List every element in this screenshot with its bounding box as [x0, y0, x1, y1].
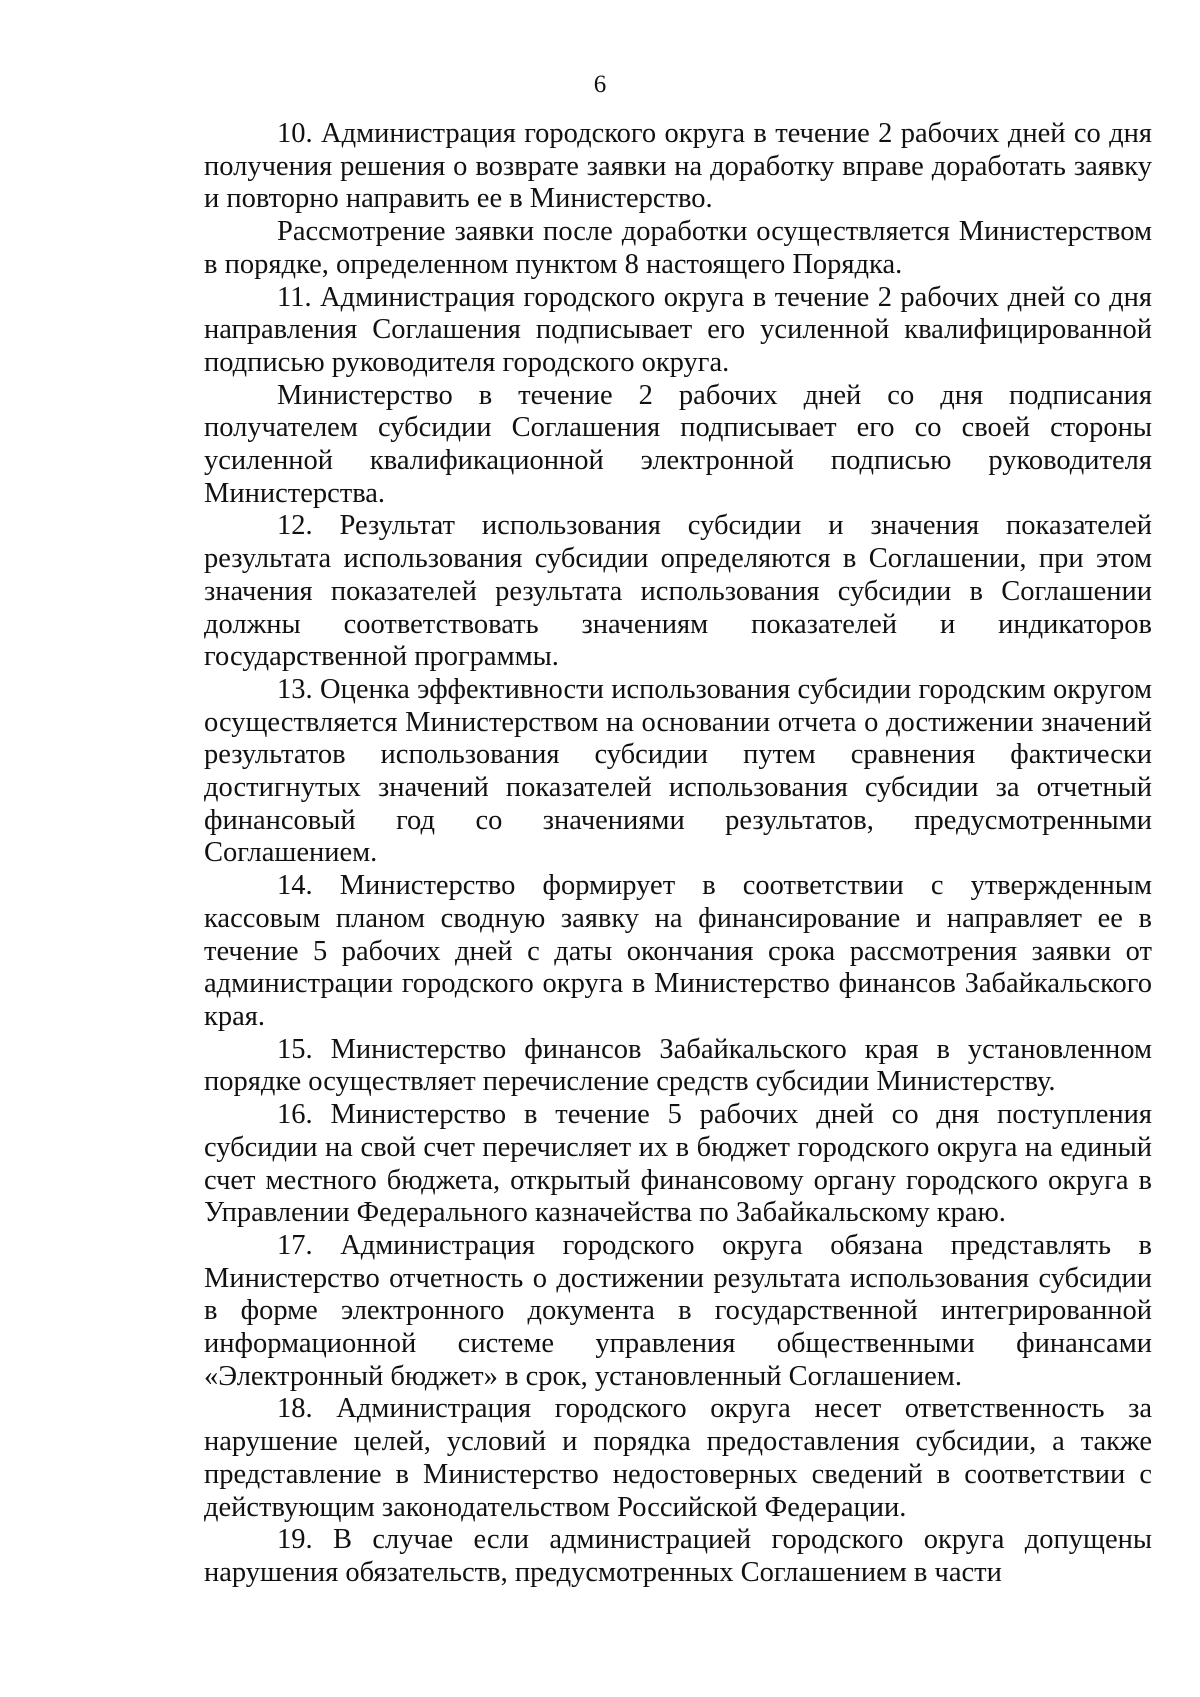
paragraph-11: 11. Администрация городского округа в течение 2 рабочих дней со дня направления Соглашения подписывает его усиленной квалифицированной подписью руководителя городского округа. — [204, 281, 1152, 378]
paragraph-18: 18. Администрация городского округа несет ответственность за нарушение целей, условий и порядка предоставления субсидии, а также представление в Министерство недостоверных сведений в соответствии с действующим законодательством Российской Федерации. — [204, 1393, 1152, 1523]
paragraph-17: 17. Администрация городского округа обязана представлять в Министерство отчетность о достижении результата использования субсидии в форме электронного документа в государственной интегрированной информационной системе управления общественными финансами «Электронный бюджет» в срок, установленный Соглашением. — [204, 1229, 1152, 1392]
paragraph-10: 10. Администрация городского округа в течение 2 рабочих дней со дня получения решения о возврате заявки на доработку вправе доработать заявку и повторно направить ее в Министерство. — [204, 118, 1152, 215]
paragraph-15: 15. Министерство финансов Забайкальского края в установленном порядке осуществляет перечисление средств субсидии Министерству. — [204, 1033, 1152, 1098]
paragraph-14: 14. Министерство формирует в соответствии с утвержденным кассовым планом сводную заявку на финансирование и направляет ее в течение 5 рабочих дней с даты окончания срока рассмотрения заявки от администрации городского округа в Министерство финансов Забайкальского края. — [204, 870, 1152, 1032]
paragraph-13: 13. Оценка эффективности использования субсидии городским округом осуществляется Министерством на основании отчета о достижении значений результатов использования субсидии путем сравнения фактически достигнутых значений показателей использования субсидии за отчетный финансовый год со значениями результатов, предусмотренными Соглашением. — [204, 673, 1152, 869]
paragraph-16: 16. Министерство в течение 5 рабочих дней со дня поступления субсидии на свой счет перечисляет их в бюджет городского округа на единый счет местного бюджета, открытый финансовому органу городского округа в Управлении Федерального казначейства по Забайкальскому краю. — [204, 1099, 1152, 1229]
paragraph-10-review: Рассмотрение заявки после доработки осуществляется Министерством в порядке, определенном пунктом 8 настоящего Порядка. — [204, 216, 1152, 280]
document-body — [204, 118, 1152, 1590]
paragraph-12: 12. Результат использования субсидии и значения показателей результата использования субсидии определяются в Соглашении, при этом значения показателей результата использования субсидии в Соглашении должны соответствовать значениям показателей и индикаторов государственной программы. — [204, 510, 1152, 673]
page-number: 6 — [593, 71, 607, 98]
paragraph-19: 19. В случае если администрацией городского округа допущены нарушения обязательств, предусмотренных Соглашением в части — [204, 1524, 1152, 1588]
paragraph-11-ministry: Министерство в течение 2 рабочих дней со дня подписания получателем субсидии Соглашения подписывает его со своей стороны усиленной квалификационной электронной подписью руководителя Министерства. — [204, 379, 1152, 509]
